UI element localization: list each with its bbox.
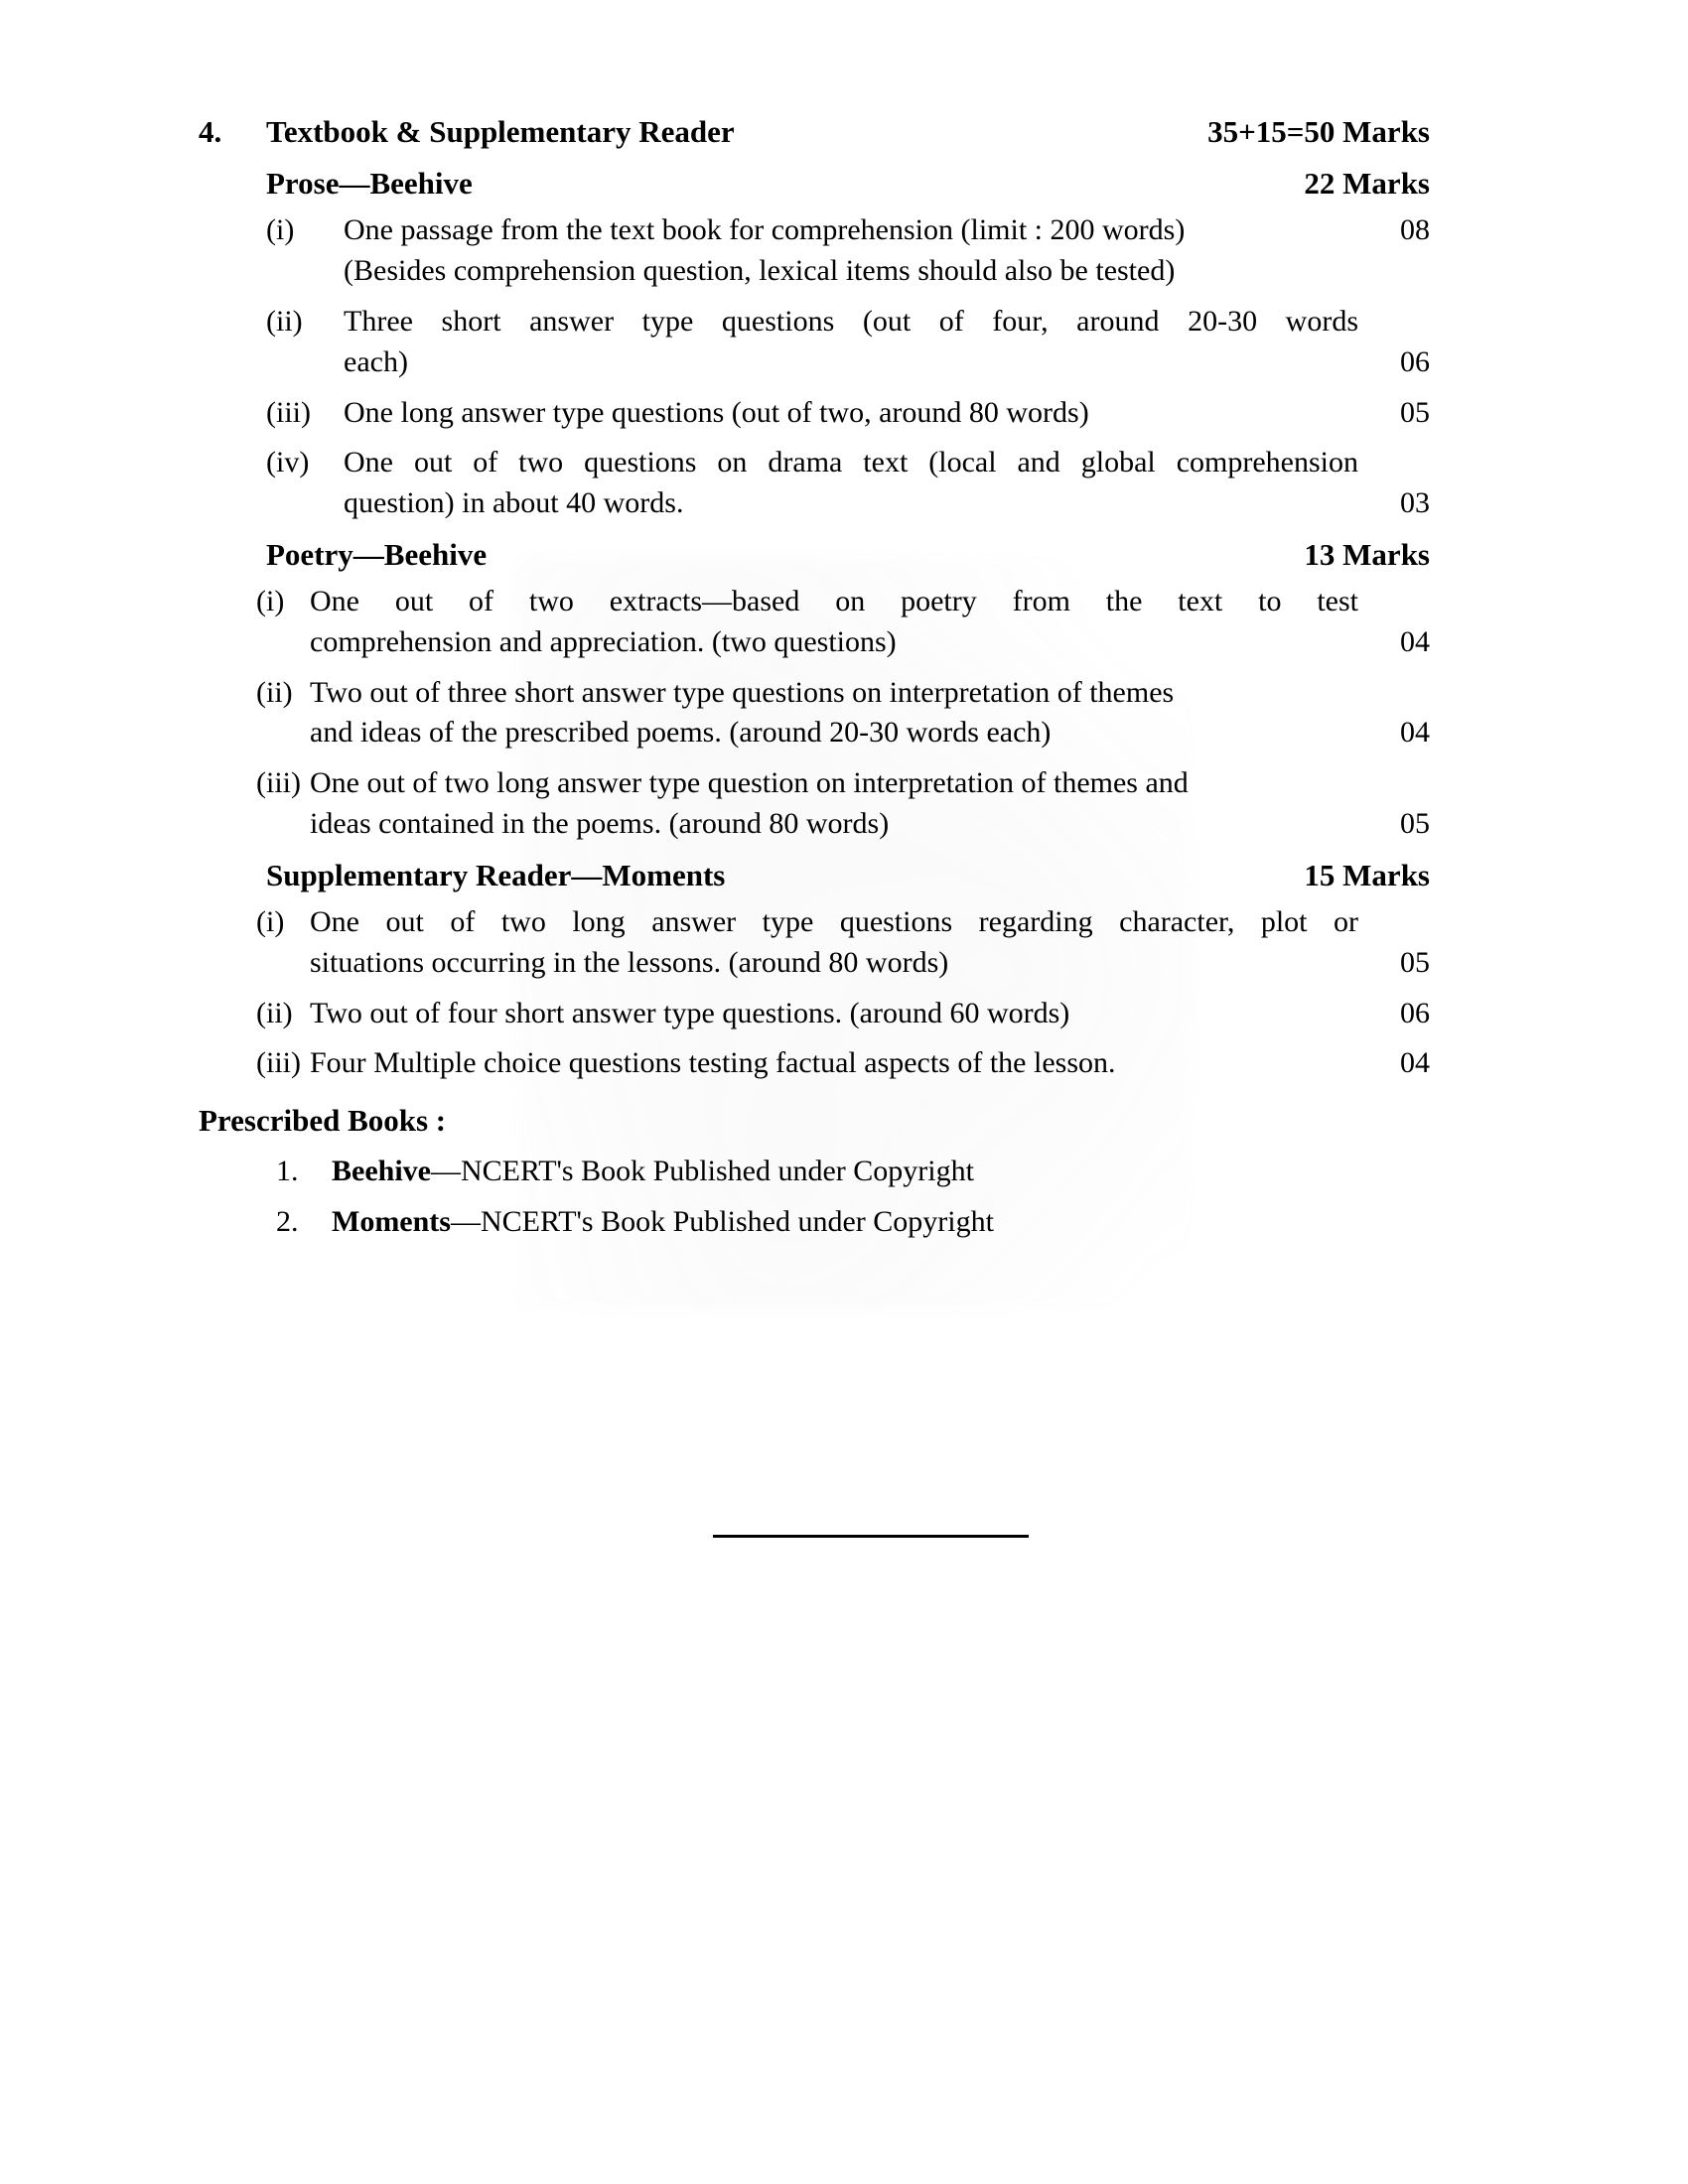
item-text [344,210,1430,292]
supplementary-heading-marks: 15 Marks [1304,857,1430,892]
document-content [199,111,1430,1253]
item-line-text: (Besides comprehension question, lexical items should also be tested) [344,254,1176,288]
item-line [344,342,1430,383]
poetry-heading-marks: 13 Marks [1304,536,1430,572]
item-line-text: ideas contained in the poems. (around 80 words) [310,807,890,841]
section-heading [199,111,1430,153]
prose-heading-marks: 22 Marks [1304,166,1430,202]
item-line [344,210,1430,251]
item-marker: (ii) [256,996,293,1029]
item-line-text: One long answer type questions (out of two, around 80 words) [344,395,1089,429]
book-title-line [332,1202,1430,1243]
book-title-bold: Moments [332,1205,451,1239]
item-line-text: One out of two questions on drama text (local and global comprehension [344,446,1358,479]
item-marker: (iii) [266,395,311,429]
list-item [199,210,1430,292]
item-marker: (i) [266,213,295,247]
item-marks: 06 [1400,344,1430,378]
footer-divider-rule [713,1535,1029,1538]
item-text [310,763,1430,845]
item-line [344,302,1430,342]
item-text [310,1043,1430,1084]
poetry-heading-label: Poetry—Beehive [266,536,488,572]
list-item [199,1043,1430,1084]
item-text [344,302,1430,383]
item-line [310,994,1430,1034]
item-marks: 05 [1400,807,1430,841]
item-line [310,902,1430,943]
item-text [344,393,1430,434]
book-number: 1. [276,1155,299,1188]
item-text [310,902,1430,984]
item-marks: 06 [1400,996,1430,1029]
item-text [310,994,1430,1034]
item-text [310,673,1430,754]
item-line-text: One out of two long answer type question on interpretation of themes and [310,766,1189,800]
section-marks: 35+15=50 Marks [1207,114,1430,149]
list-item [199,393,1430,434]
item-marker: (ii) [266,304,303,338]
item-line-text: Two out of four short answer type questions. (around 60 words) [310,996,1070,1029]
item-line [344,483,1430,524]
item-marker: (iii) [256,1046,301,1080]
item-line-text: Two out of three short answer type questions on interpretation of themes [310,675,1175,709]
supplementary-heading [199,855,1430,896]
item-line [344,251,1430,292]
prose-heading-label: Prose—Beehive [266,166,473,202]
book-title-line [332,1152,1430,1192]
list-item [199,1202,1430,1243]
item-marks: 05 [1400,945,1430,979]
item-marker: (iv) [266,446,310,479]
item-marks: 04 [1400,716,1430,750]
item-line [310,1043,1430,1084]
item-line-text: and ideas of the prescribed poems. (around 20-30 words each) [310,716,1052,750]
supplementary-heading-label: Supplementary Reader—Moments [266,857,726,892]
section-number: 4. [199,114,222,149]
item-line [310,673,1430,714]
item-marks: 03 [1400,486,1430,520]
item-marks: 05 [1400,395,1430,429]
item-marks: 08 [1400,213,1430,247]
list-item [199,443,1430,524]
list-item [199,994,1430,1034]
item-line [310,622,1430,663]
item-line-text: One passage from the text book for comprehension (limit : 200 words) [344,213,1186,247]
item-marks: 04 [1400,1046,1430,1080]
item-line-text: comprehension and appreciation. (two questions) [310,624,897,658]
list-item [199,582,1430,663]
item-line [310,763,1430,804]
list-item [199,902,1430,984]
item-line [344,393,1430,434]
item-line [310,713,1430,753]
item-marker: (i) [256,904,285,938]
item-line-text: each) [344,344,408,378]
book-title-rest: —NCERT's Book Published under Copyright [450,1205,994,1239]
poetry-heading [199,534,1430,576]
section-title: Textbook & Supplementary Reader [266,114,735,149]
book-title-bold: Beehive [332,1155,431,1188]
item-marks: 04 [1400,624,1430,658]
prose-heading [199,163,1430,205]
item-line [310,804,1430,845]
item-line [310,943,1430,984]
item-line-text: One out of two long answer type questions regarding character, plot or [310,904,1358,938]
item-line [344,443,1430,483]
list-item [199,1152,1430,1192]
item-line-text: question) in about 40 words. [344,486,684,520]
list-item [199,302,1430,383]
item-marker: (iii) [256,766,301,800]
book-title-rest: —NCERT's Book Published under Copyright [430,1155,974,1188]
item-line-text: Three short answer type questions (out of four, around 20-30 words [344,304,1358,338]
list-item [199,673,1430,754]
item-line [310,582,1430,622]
book-number: 2. [276,1205,299,1239]
item-line-text: situations occurring in the lessons. (around 80 words) [310,945,949,979]
item-text [344,443,1430,524]
prescribed-books-heading: Prescribed Books : [199,1103,447,1139]
item-marker: (ii) [256,675,293,709]
item-text [310,582,1430,663]
item-line-text: Four Multiple choice questions testing factual aspects of the lesson. [310,1046,1116,1080]
list-item [199,763,1430,845]
item-marker: (i) [256,585,285,618]
item-line-text: One out of two extracts—based on poetry from the text to test [310,585,1358,618]
